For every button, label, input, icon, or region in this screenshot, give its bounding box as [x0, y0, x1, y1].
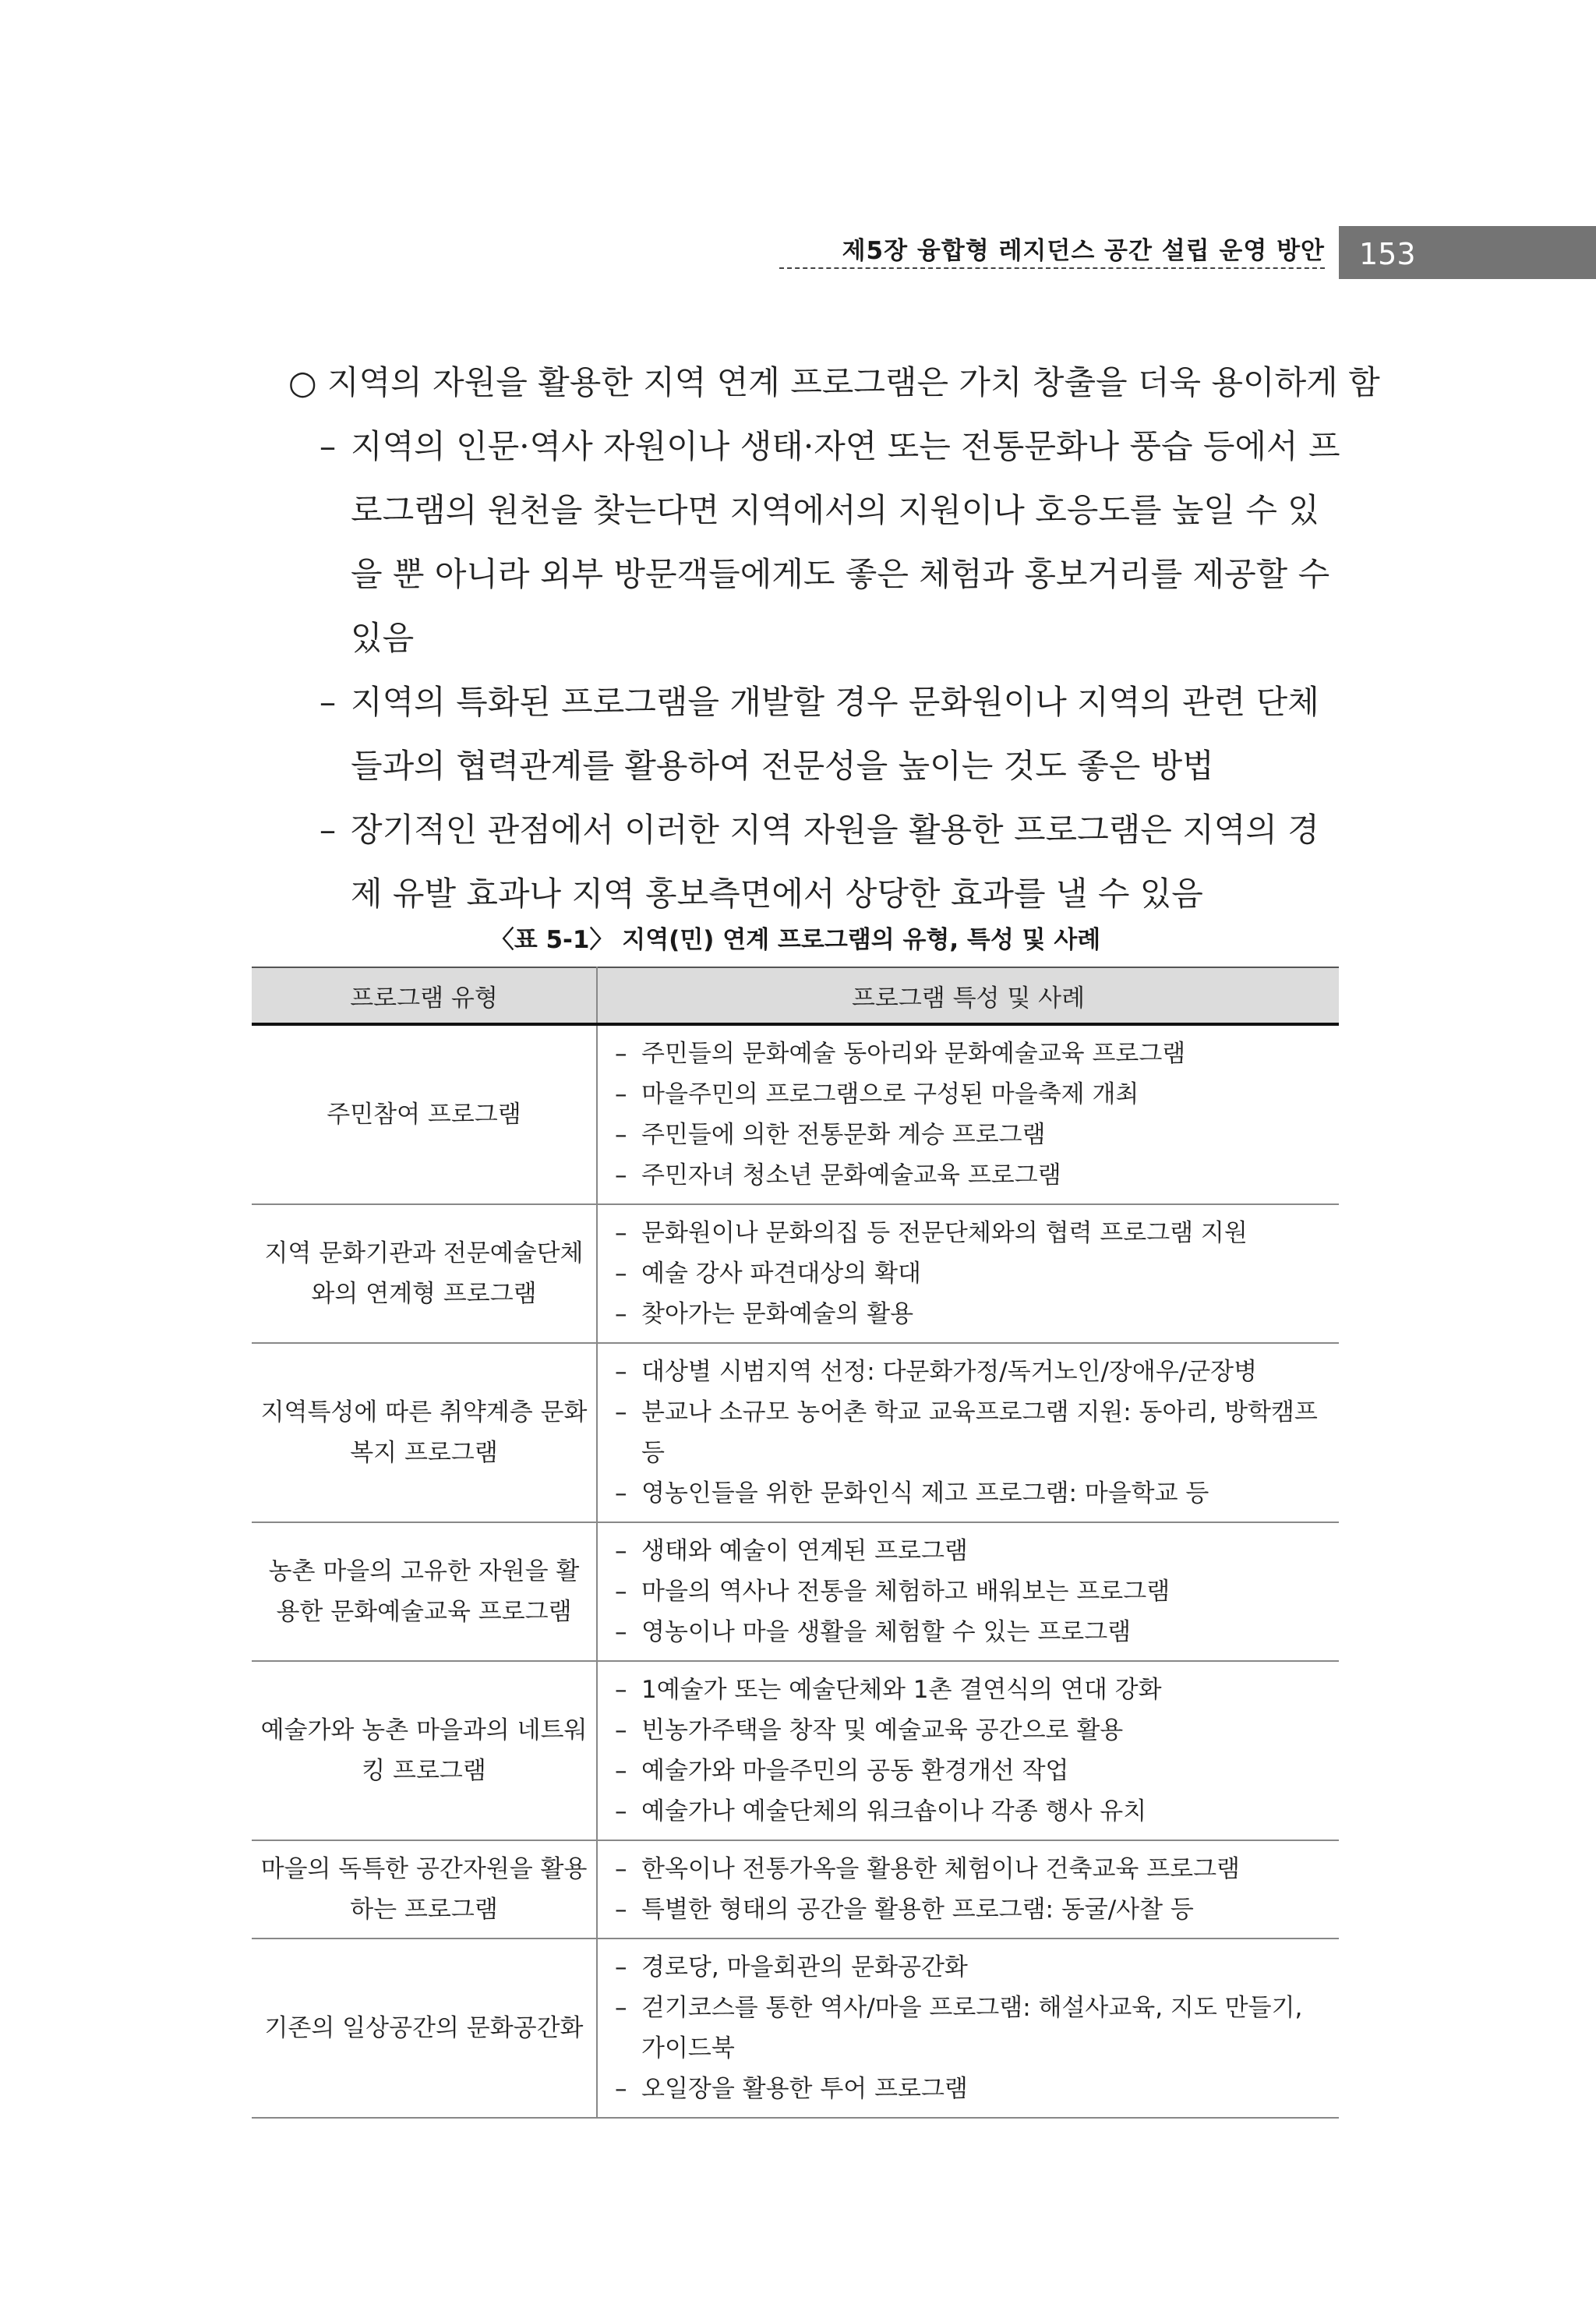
list-item	[615, 1947, 1323, 1988]
paragraph-text: 장기적인 관점에서 이러한 지역 자원을 활용한 프로그램은 지역의 경제 유발 효과나 지역 홍보측면에서 상당한 효과를 낼 수 있음	[351, 811, 1319, 913]
list-item-text: 영농인들을 위한 문화인식 제고 프로그램: 마을학교 등	[641, 1479, 1209, 1507]
dash-bullet-icon: –	[615, 1716, 627, 1744]
list-item	[615, 1115, 1323, 1155]
list-item	[615, 1392, 1323, 1473]
list-item-text: 경로당, 마을회관의 문화공간화	[641, 1953, 968, 1981]
dash-bullet-icon: –	[615, 1121, 627, 1149]
dash-bullet-icon: –	[615, 1896, 627, 1924]
list-item-text: 찾아가는 문화예술의 활용	[641, 1300, 914, 1328]
dash-bullet-icon: –	[615, 1676, 627, 1704]
program-features-cell	[597, 1204, 1339, 1343]
list-item-text: 분교나 소규모 농어촌 학교 교육프로그램 지원: 동아리, 방학캠프 등	[641, 1398, 1318, 1467]
dash-bullet-icon: –	[615, 1855, 627, 1883]
header-divider	[779, 267, 1325, 269]
column-header-features: 프로그램 특성 및 사례	[597, 967, 1339, 1024]
dash-bullet-icon: –	[615, 1618, 627, 1646]
dash-bullet-icon: –	[615, 1300, 627, 1328]
table-caption: 〈표 5-1〉 지역(민) 연계 프로그램의 유형, 특성 및 사례	[489, 926, 1101, 954]
dash-bullet-icon: –	[615, 1537, 627, 1565]
dash-paragraph	[288, 798, 1340, 926]
program-features-cell	[597, 1939, 1339, 2118]
list-item	[615, 1531, 1323, 1571]
list-item	[615, 1034, 1323, 1074]
dash-bullet-icon: –	[615, 1219, 627, 1247]
paragraph-text: 지역의 인문·역사 자원이나 생태·자연 또는 전통문화나 풍습 등에서 프로그램의 원천을 찾는다면 지역에서의 지원이나 호응도를 높일 수 있을 뿐 아니라 외부 방문객들에게도 좋은 체험과 홍보거리를 제공할 수 있음	[351, 427, 1340, 657]
paragraph-text: 지역의 자원을 활용한 지역 연계 프로그램은 가치 창출을 더욱 용이하게 함	[327, 363, 1380, 401]
list-item	[615, 1352, 1323, 1392]
list-item-text: 마을의 역사나 전통을 체험하고 배워보는 프로그램	[641, 1578, 1171, 1606]
program-type-cell: 기존의 일상공간의 문화공간화	[252, 1939, 597, 2118]
table-row	[252, 1522, 1339, 1661]
list-item-text: 예술가나 예술단체의 워크숍이나 각종 행사 유치	[641, 1797, 1147, 1825]
table-row	[252, 1343, 1339, 1522]
list-item	[615, 1213, 1323, 1253]
list-item	[615, 1294, 1323, 1334]
list-item-text: 주민자녀 청소년 문화예술교육 프로그램	[641, 1161, 1061, 1189]
list-item-text: 빈농가주택을 창작 및 예술교육 공간으로 활용	[641, 1716, 1124, 1744]
program-type-cell: 농촌 마을의 고유한 자원을 활용한 문화예술교육 프로그램	[252, 1522, 597, 1661]
list-item	[615, 1074, 1323, 1115]
dash-bullet-icon: –	[615, 1578, 627, 1606]
list-item	[615, 1155, 1323, 1196]
list-item-text: 걷기코스를 통한 역사/마을 프로그램: 해설사교육, 지도 만들기, 가이드북	[641, 1994, 1303, 2062]
table-row	[252, 1939, 1339, 2118]
body-text	[288, 351, 1380, 926]
list-item-text: 1예술가 또는 예술단체와 1촌 결연식의 연대 강화	[641, 1676, 1162, 1704]
table-row	[252, 1661, 1339, 1840]
list-item	[615, 1612, 1323, 1652]
program-features-cell	[597, 1661, 1339, 1840]
dash-bullet-icon: –	[615, 1994, 627, 2022]
dash-bullet-icon: –	[615, 1260, 627, 1288]
list-item	[615, 1253, 1323, 1294]
list-item-text: 문화원이나 문화의집 등 전문단체와의 협력 프로그램 지원	[641, 1219, 1248, 1247]
dash-bullet-icon: –	[615, 1757, 627, 1785]
table-row	[252, 1024, 1339, 1204]
list-item	[615, 1988, 1323, 2069]
dash-paragraph	[288, 415, 1340, 670]
program-features-cell	[597, 1522, 1339, 1661]
table-row	[252, 1840, 1339, 1939]
list-item-text: 영농이나 마을 생활을 체험할 수 있는 프로그램	[641, 1618, 1132, 1646]
list-item	[615, 1849, 1323, 1889]
dash-paragraph	[288, 670, 1340, 798]
dash-bullet-icon: –	[615, 1358, 627, 1386]
dash-bullet-icon: –	[615, 1040, 627, 1068]
program-features-cell	[597, 1840, 1339, 1939]
list-item-text: 주민들에 의한 전통문화 계승 프로그램	[641, 1121, 1046, 1149]
list-item-text: 특별한 형태의 공간을 활용한 프로그램: 동굴/사찰 등	[641, 1896, 1194, 1924]
list-item-text: 생태와 예술이 연계된 프로그램	[641, 1537, 968, 1565]
list-item	[615, 1791, 1323, 1832]
dash-bullet-icon: –	[615, 1398, 627, 1426]
dash-bullet-icon: –	[320, 811, 336, 849]
chapter-title: 제5장 융합형 레지던스 공간 설립 운영 방안	[842, 237, 1325, 265]
list-item-text: 오일장을 활용한 투어 프로그램	[641, 2075, 968, 2103]
program-features-cell	[597, 1343, 1339, 1522]
dash-bullet-icon: –	[615, 2075, 627, 2103]
program-type-cell: 지역특성에 따른 취약계층 문화 복지 프로그램	[252, 1343, 597, 1522]
list-item-text: 예술가와 마을주민의 공동 환경개선 작업	[641, 1757, 1069, 1785]
list-item	[615, 2069, 1323, 2109]
program-type-cell: 예술가와 농촌 마을과의 네트워킹 프로그램	[252, 1661, 597, 1840]
list-item	[615, 1473, 1323, 1514]
list-item	[615, 1751, 1323, 1791]
paragraph-text: 지역의 특화된 프로그램을 개발할 경우 문화원이나 지역의 관련 단체들과의 협력관계를 활용하여 전문성을 높이는 것도 좋은 방법	[351, 683, 1319, 785]
program-type-cell: 마을의 독특한 공간자원을 활용하는 프로그램	[252, 1840, 597, 1939]
circle-bullet-icon: ○	[288, 363, 317, 401]
dash-bullet-icon: –	[615, 1479, 627, 1507]
dash-bullet-icon: –	[615, 1161, 627, 1189]
table-row	[252, 1204, 1339, 1343]
program-type-cell: 주민참여 프로그램	[252, 1024, 597, 1204]
program-table	[252, 967, 1339, 2119]
list-item-text: 마을주민의 프로그램으로 구성된 마을축제 개최	[641, 1080, 1139, 1108]
program-type-cell: 지역 문화기관과 전문예술단체와의 연계형 프로그램	[252, 1204, 597, 1343]
list-item-text: 한옥이나 전통가옥을 활용한 체험이나 건축교육 프로그램	[641, 1855, 1240, 1883]
dash-bullet-icon: –	[320, 683, 336, 721]
bullet-paragraph	[288, 351, 1380, 415]
list-item-text: 대상별 시범지역 선정: 다문화가정/독거노인/장애우/군장병	[641, 1358, 1258, 1386]
page-number-tab	[1339, 226, 1596, 279]
dash-bullet-icon: –	[615, 1080, 627, 1108]
table-header-row	[252, 967, 1339, 1024]
list-item-text: 예술 강사 파견대상의 확대	[641, 1260, 921, 1288]
column-header-type: 프로그램 유형	[252, 967, 597, 1024]
dash-bullet-icon: –	[320, 427, 336, 465]
list-item	[615, 1670, 1323, 1710]
list-item	[615, 1889, 1323, 1930]
list-item	[615, 1710, 1323, 1751]
list-item	[615, 1571, 1323, 1612]
dash-bullet-icon: –	[615, 1953, 627, 1981]
dash-bullet-icon: –	[615, 1797, 627, 1825]
list-item-text: 주민들의 문화예술 동아리와 문화예술교육 프로그램	[641, 1040, 1186, 1068]
program-features-cell	[597, 1024, 1339, 1204]
page-number: 153	[1359, 237, 1416, 271]
